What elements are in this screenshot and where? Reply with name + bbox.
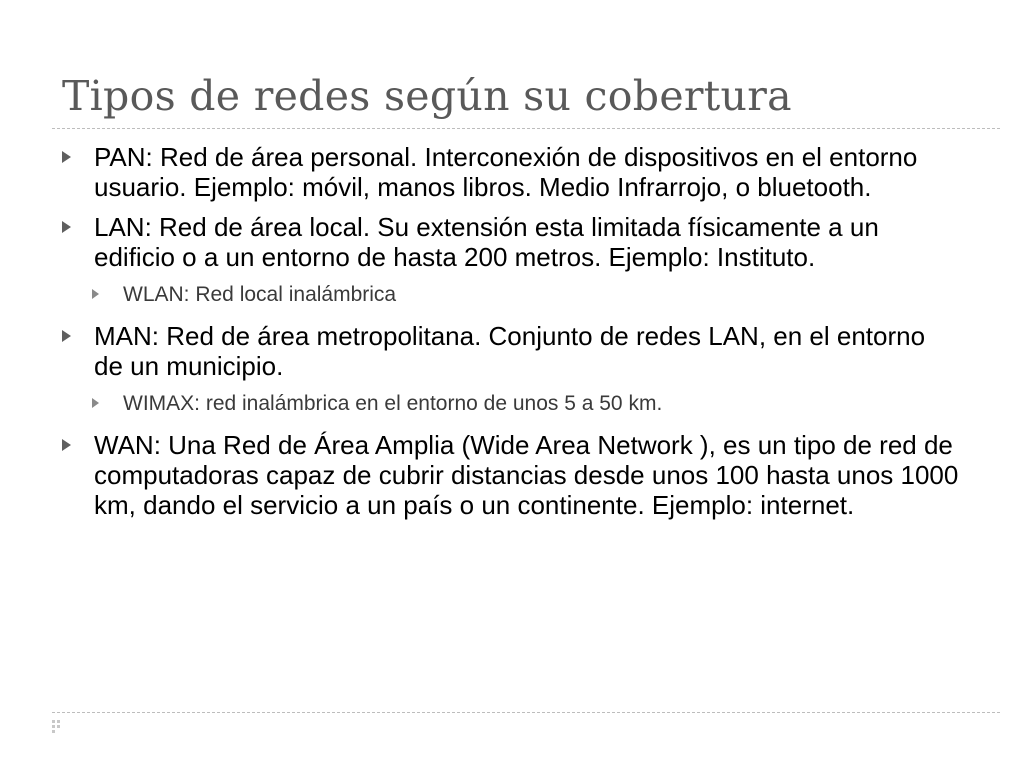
sub-bullet-arrow-icon [92,289,99,299]
title-divider [52,128,1000,129]
bullet-text: WIMAX: red inalámbrica en el entorno de unos 5 a 50 km. [123,392,663,415]
sub-bullet-wimax [90,391,960,417]
footer-divider [52,712,1000,713]
bullet-arrow-icon [62,221,71,233]
bullet-wan [60,430,960,520]
slide-title: Tipos de redes según su cobertura [62,72,792,120]
sub-bullet-wlan [90,282,960,308]
bullet-arrow-icon [62,439,71,451]
bullet-text: WLAN: Red local inalámbrica [123,283,397,306]
bullet-man [60,321,960,381]
bullet-arrow-icon [62,151,71,163]
bullet-list [60,142,960,530]
corner-pattern-icon [52,720,66,734]
bullet-pan [60,142,960,202]
bullet-text: LAN: Red de área local. Su extensión esta limitada físicamente a un edificio o a un entorno de hasta 200 metros. Ejemplo: Instituto. [94,212,879,272]
sub-bullet-arrow-icon [92,398,99,408]
bullet-text: MAN: Red de área metropolitana. Conjunto de redes LAN, en el entorno de un municipio. [94,321,926,381]
bullet-text: PAN: Red de área personal. Interconexión de dispositivos en el entorno usuario. Ejemplo: móvil, manos libros. Medio Infrarrojo, o bluetooth. [94,142,918,202]
bullet-text: WAN: Una Red de Área Amplia (Wide Area Network ), es un tipo de red de computadoras capaz de cubrir distancias desde unos 100 hasta unos 1000 km, dando el servicio a un país o un continente. Ejemplo: internet. [94,430,959,520]
bullet-arrow-icon [62,330,71,342]
bullet-lan [60,212,960,272]
